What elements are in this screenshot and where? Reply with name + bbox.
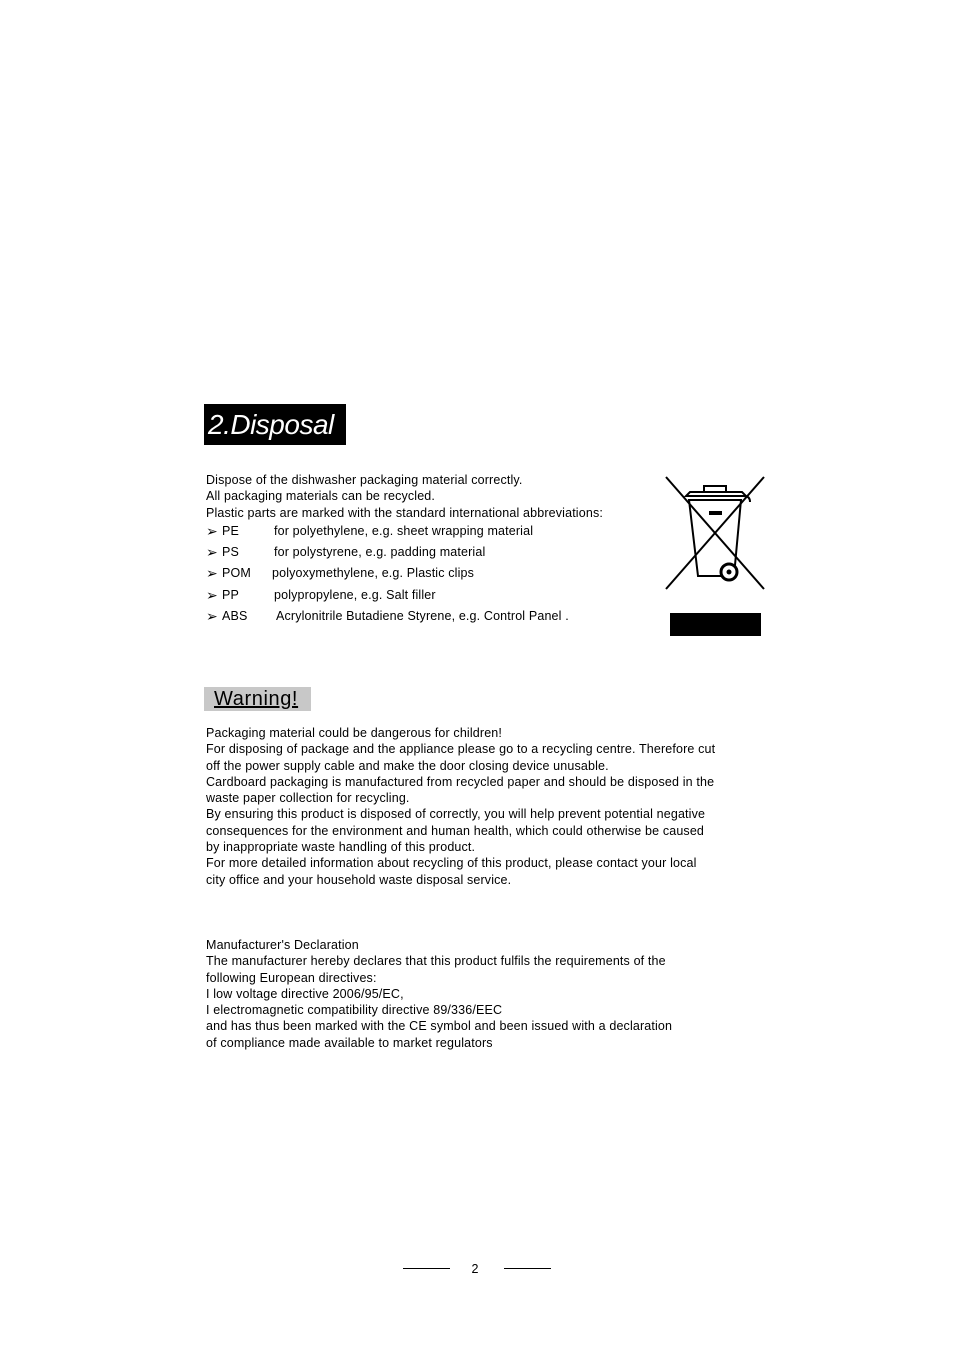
abbreviation-code: PE (222, 524, 239, 538)
declaration-line: of compliance made available to market regulators (206, 1035, 493, 1050)
arrow-bullet-icon: ➢ (206, 523, 218, 539)
abbreviation-description: polyoxymethylene, e.g. Plastic clips (272, 566, 475, 581)
abbreviation-description: Acrylonitrile Butadiene Styrene, e.g. Control Panel . (276, 608, 569, 623)
page-number: 2 (471, 1262, 479, 1276)
warning-line: By ensuring this product is disposed of correctly, you will help prevent potential negative (206, 807, 706, 822)
abbreviation-list (206, 521, 626, 627)
footer-rule-right (504, 1268, 551, 1269)
warning-paragraph (206, 725, 766, 888)
warning-line: For more detailed information about recycling of this product, please contact your local (206, 856, 697, 871)
warning-line: city office and your household waste disposal service. (206, 872, 512, 887)
warning-line: off the power supply cable and make the door closing device unusable. (206, 758, 609, 773)
arrow-bullet-icon: ➢ (206, 586, 218, 603)
arrow-bullet-icon: ➢ (206, 544, 218, 561)
abbreviation-code: PS (222, 545, 239, 560)
abbreviation-description: polypropylene, e.g. Salt filler (274, 587, 436, 602)
warning-line: Packaging material could be dangerous for children! (206, 726, 503, 740)
declaration-line: I low voltage directive 2006/95/EC, (206, 986, 404, 1001)
warning-line: waste paper collection for recycling. (206, 791, 410, 806)
manufacturer-declaration (206, 937, 766, 1051)
abbreviation-description: for polyethylene, e.g. sheet wrapping material (274, 524, 534, 538)
arrow-bullet-icon: ➢ (206, 565, 218, 582)
declaration-line: I electromagnetic compatibility directive 89/336/EEC (206, 1003, 503, 1018)
warning-line: Cardboard packaging is manufactured from recycled paper and should be disposed in the (206, 774, 715, 789)
warning-heading: Warning! (204, 687, 311, 711)
abbreviation-item (206, 606, 626, 627)
arrow-bullet-icon: ➢ (206, 607, 218, 624)
weee-date-bar (670, 613, 761, 636)
abbreviation-item (206, 521, 626, 542)
declaration-line: and has thus been marked with the CE symbol and been issued with a declaration (206, 1019, 673, 1034)
warning-line: by inappropriate waste handling of this product. (206, 840, 476, 855)
intro-line: Dispose of the dishwasher packaging material correctly. (206, 473, 523, 487)
abbreviation-description: for polystyrene, e.g. padding material (274, 545, 486, 560)
footer-rule-left (403, 1268, 450, 1269)
intro-paragraph (206, 472, 656, 521)
declaration-line: Manufacturer's Declaration (206, 938, 359, 952)
crossed-out-wheelie-bin-icon (664, 474, 766, 592)
abbreviation-item (206, 585, 626, 606)
intro-line: All packaging materials can be recycled. (206, 489, 436, 504)
abbreviation-item (206, 563, 626, 584)
abbreviation-code: POM (222, 566, 251, 581)
warning-line: For disposing of package and the appliance please go to a recycling centre. Therefore cut (206, 742, 716, 757)
section-heading: 2.Disposal (204, 404, 346, 445)
warning-line: consequences for the environment and human health, which could otherwise be caused (206, 823, 705, 838)
abbreviation-code: ABS (222, 608, 248, 623)
abbreviation-item (206, 542, 626, 563)
declaration-line: The manufacturer hereby declares that this product fulfils the requirements of the (206, 954, 666, 969)
abbreviation-code: PP (222, 587, 239, 602)
intro-line: Plastic parts are marked with the standard international abbreviations: (206, 505, 603, 520)
declaration-line: following European directives: (206, 970, 377, 985)
